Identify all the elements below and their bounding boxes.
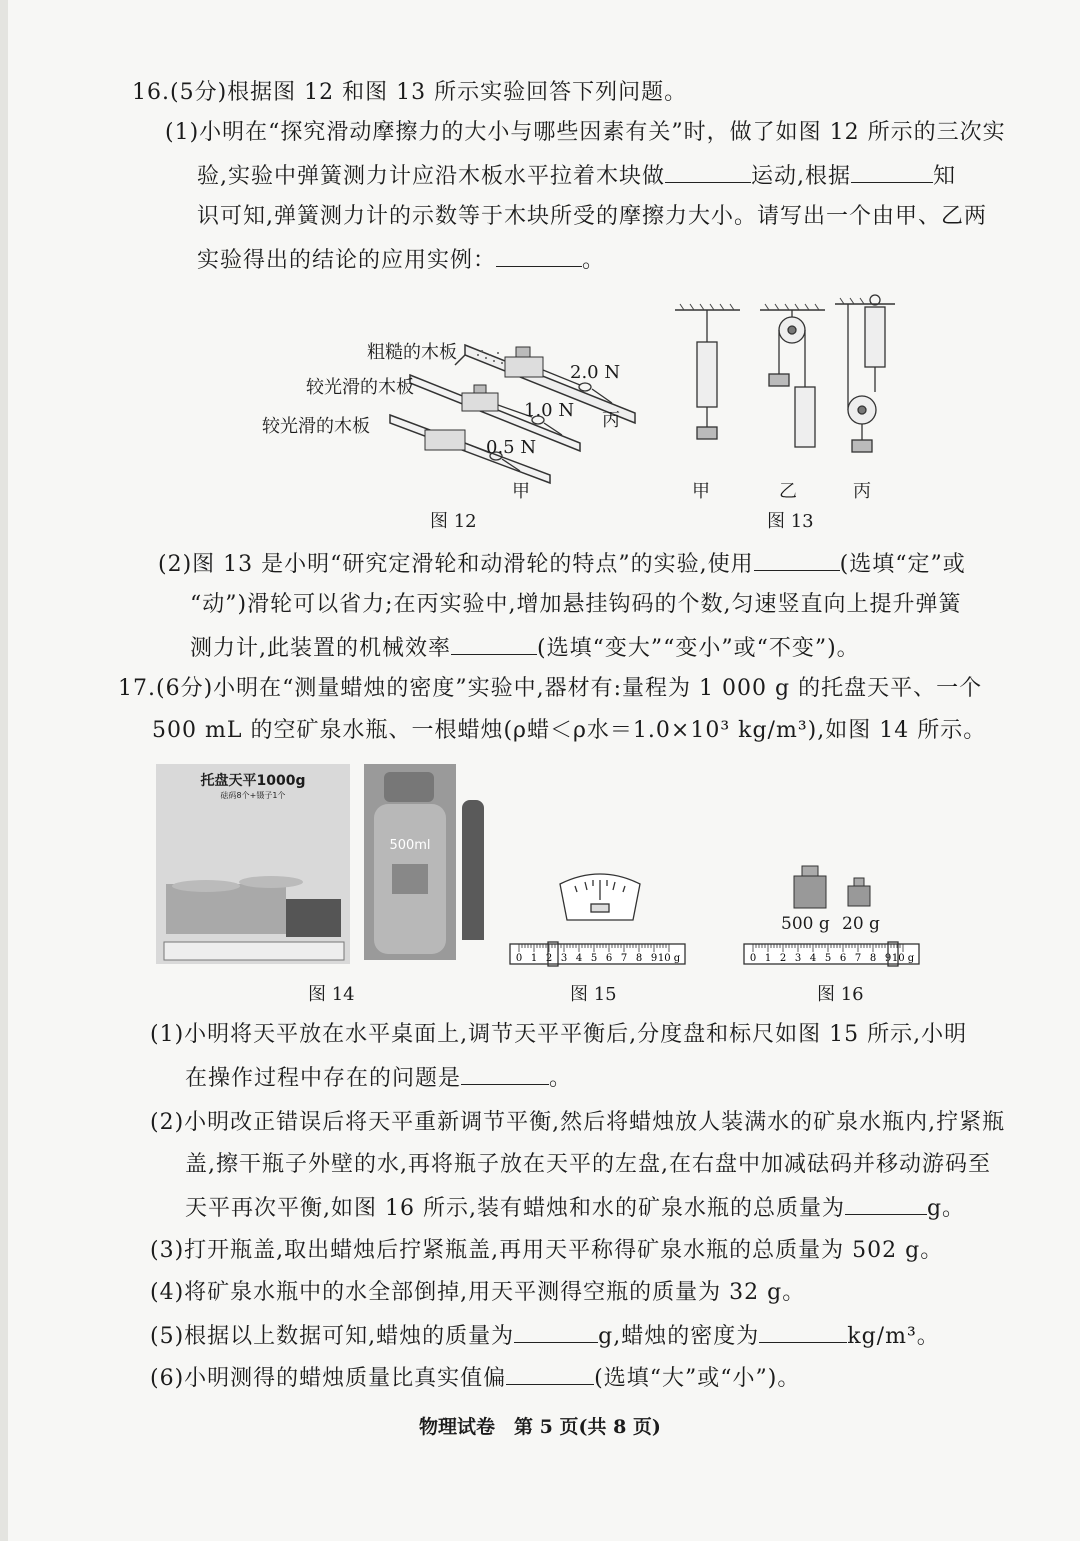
ruler-tick-label: 9 (884, 953, 892, 964)
ruler-tick-label: 8 (635, 953, 643, 964)
answer-blank-bias[interactable] (506, 1362, 594, 1385)
ruler-tick-label: 7 (854, 953, 862, 964)
figure-15-caption: 图 15 (570, 984, 617, 1005)
ruler-tick-label: 2 (779, 953, 787, 964)
text: (6)小明测得的蜡烛质量比真实值偏 (150, 1366, 507, 1391)
balance-photo-title: 托盘天平1000g (200, 773, 306, 789)
ruler-tick-label: 10 g (657, 953, 681, 964)
q16-part1-line3: 识可知,弹簧测力计的示数等于木块所受的摩擦力大小。请写出一个由甲、乙两 (197, 204, 987, 229)
candle-photo (462, 800, 484, 940)
answer-blank-efficiency[interactable] (451, 632, 537, 655)
text: (选填“大”或“小”)。 (594, 1366, 801, 1391)
figure-13-pulley-diagram (670, 292, 900, 482)
text: (5)根据以上数据可知,蜡烛的质量为 (150, 1324, 515, 1349)
figure-12-caption: 图 12 (430, 511, 477, 532)
weight-500g-label: 500 g (781, 914, 830, 934)
weight-20g-label: 20 g (842, 914, 880, 934)
text: (选填“变大”“变小”或“不变”)。 (537, 636, 860, 661)
bottle-label: 500ml (389, 838, 431, 853)
q17-s2-line1: (2)小明改正错误后将天平重新调节平衡,然后将蜡烛放人装满水的矿泉水瓶内,拧紧瓶 (150, 1110, 1006, 1135)
answer-blank-problem[interactable] (461, 1062, 549, 1085)
answer-blank-principle[interactable] (851, 160, 933, 183)
ruler-tick-label: 5 (824, 953, 832, 964)
text: g。 (926, 1196, 966, 1221)
ruler-tick-label: 4 (575, 953, 583, 964)
block-rough (505, 357, 543, 377)
ruler-tick-label: 0 (515, 953, 523, 964)
q17-stem-line1: 17.(6分)小明在“测量蜡烛的密度”实验中,器材有:量程为 1 000 g 的托盘天平、一个 (118, 676, 983, 701)
answer-blank-motion[interactable] (665, 160, 751, 183)
q16-part1-line1: (1)小明在“探究滑动摩擦力的大小与哪些因素有关”时，做了如图 12 所示的三次实 (165, 120, 1006, 145)
ruler-tick-label: 8 (869, 953, 877, 964)
answer-blank-pulley-type[interactable] (754, 548, 840, 571)
answer-blank-example[interactable] (496, 244, 582, 267)
ruler-tick-label: 3 (794, 953, 802, 964)
text: 实验得出的结论的应用实例： (197, 248, 497, 273)
label-smooth-board-2: 较光滑的木板 (262, 416, 370, 437)
figure-13-caption: 图 13 (767, 511, 814, 532)
setup-jia (697, 310, 717, 439)
fig13-label-jia: 甲 (692, 481, 710, 502)
text: (2)图 13 是小明“研究定滑轮和动滑轮的特点”的实验,使用 (158, 552, 754, 577)
figure-14-caption: 图 14 (308, 984, 355, 1005)
q17-stem-line2: 500 mL 的空矿泉水瓶、一根蜡烛(ρ蜡＜ρ水＝1.0×10³ kg/m³),如图 14 所示。 (152, 718, 987, 743)
text: 。 (549, 1066, 573, 1091)
q16-part2-line2: “动”)滑轮可以省力;在丙实验中,增加悬挂钩码的个数,匀速竖直向上提升弹簧 (190, 592, 962, 617)
text: kg/m³。 (847, 1324, 940, 1349)
text: 测力计,此装置的机械效率 (190, 636, 451, 661)
figure-16-weights-scale (742, 862, 922, 972)
fig13-label-yi: 乙 (779, 481, 797, 502)
q17-s5 (150, 1320, 940, 1352)
setup-yi (769, 310, 815, 447)
label-smooth-board-1: 较光滑的木板 (306, 377, 414, 398)
ruler-tick-label: 6 (605, 953, 613, 964)
weight-rough (516, 347, 530, 357)
q17-s2-line2: 盖,擦干瓶子外壁的水,再将瓶子放在天平的左盘,在右盘中加减砝码并移动游码至 (185, 1152, 991, 1177)
text: 在操作过程中存在的问题是 (185, 1066, 462, 1091)
weight-20g (848, 878, 870, 906)
weight-smooth (474, 385, 486, 393)
text: 验,实验中弹簧测力计应沿木板水平拉着木块做 (197, 164, 665, 189)
label-rough-board: 粗糙的木板 (367, 342, 457, 363)
bottle-illustration (364, 764, 456, 960)
figure-16-caption: 图 16 (817, 984, 864, 1005)
q16-part1-line2 (197, 160, 956, 192)
block-smooth (425, 430, 465, 450)
balance-photo-subtitle: 砝码8个+镊子1个 (220, 791, 286, 800)
block-smooth-weighted (462, 393, 498, 411)
answer-blank-candle-density[interactable] (759, 1320, 847, 1343)
balance-photo (156, 764, 350, 964)
label-jia: 甲 (512, 481, 530, 502)
ruler-tick-label: 2 (545, 953, 553, 964)
ruler-tick-label: 0 (749, 953, 757, 964)
text: (选填“定”或 (839, 552, 966, 577)
q17-s1-line2 (185, 1062, 572, 1094)
text: 。 (582, 248, 606, 273)
q16-part1-line4 (197, 244, 605, 276)
text: 天平再次平衡,如图 16 所示,装有蜡烛和水的矿泉水瓶的总质量为 (185, 1196, 845, 1221)
dial-plate (560, 874, 640, 920)
q17-s1-line1: (1)小明将天平放在水平桌面上,调节天平平衡后,分度盘和标尺如图 15 所示,小明 (150, 1022, 968, 1047)
force-reading-smooth: 0.5 N (486, 437, 537, 458)
figure-15-balance-scale (505, 862, 690, 972)
ruler-tick-label: 9 (650, 953, 658, 964)
ruler-tick-label: 3 (560, 953, 568, 964)
text: g,蜡烛的密度为 (598, 1324, 760, 1349)
ruler-tick-label: 6 (839, 953, 847, 964)
setup-bing (848, 295, 885, 452)
q17-s2-line3 (185, 1192, 965, 1224)
answer-blank-candle-mass[interactable] (514, 1320, 598, 1343)
weight-500g (794, 866, 826, 908)
bottle-photo (364, 764, 456, 960)
page-edge (0, 0, 8, 1541)
ruler-tick-label: 10 g (891, 953, 915, 964)
ruler-tick-label: 4 (809, 953, 817, 964)
q17-s3: (3)打开瓶盖,取出蜡烛后拧紧瓶盖,再用天平称得矿泉水瓶的总质量为 502 g。 (150, 1238, 944, 1263)
balance-illustration (156, 764, 350, 964)
force-reading-smooth-weighted: 1.0 N (524, 400, 575, 421)
ruler-tick-label: 5 (590, 953, 598, 964)
fig13-label-bing: 丙 (853, 481, 871, 502)
q17-s6 (150, 1362, 800, 1394)
text: 运动,根据 (751, 164, 851, 189)
q16-part2-line3 (190, 632, 860, 664)
force-reading-rough: 2.0 N (570, 362, 621, 383)
ruler-tick-label: 7 (620, 953, 628, 964)
ruler-tick-label: 1 (530, 953, 538, 964)
page-footer: 物理试卷 第 5 页(共 8 页) (419, 1416, 661, 1438)
q17-s4: (4)将矿泉水瓶中的水全部倒掉,用天平测得空瓶的质量为 32 g。 (150, 1280, 806, 1305)
q16-part2-line1 (158, 548, 966, 580)
q16-stem: 16.(5分)根据图 12 和图 13 所示实验回答下列问题。 (132, 80, 688, 105)
ruler-tick-label: 1 (764, 953, 772, 964)
text: 知 (933, 164, 957, 189)
answer-blank-total-mass[interactable] (845, 1192, 927, 1215)
label-bing: 丙 (602, 410, 620, 431)
